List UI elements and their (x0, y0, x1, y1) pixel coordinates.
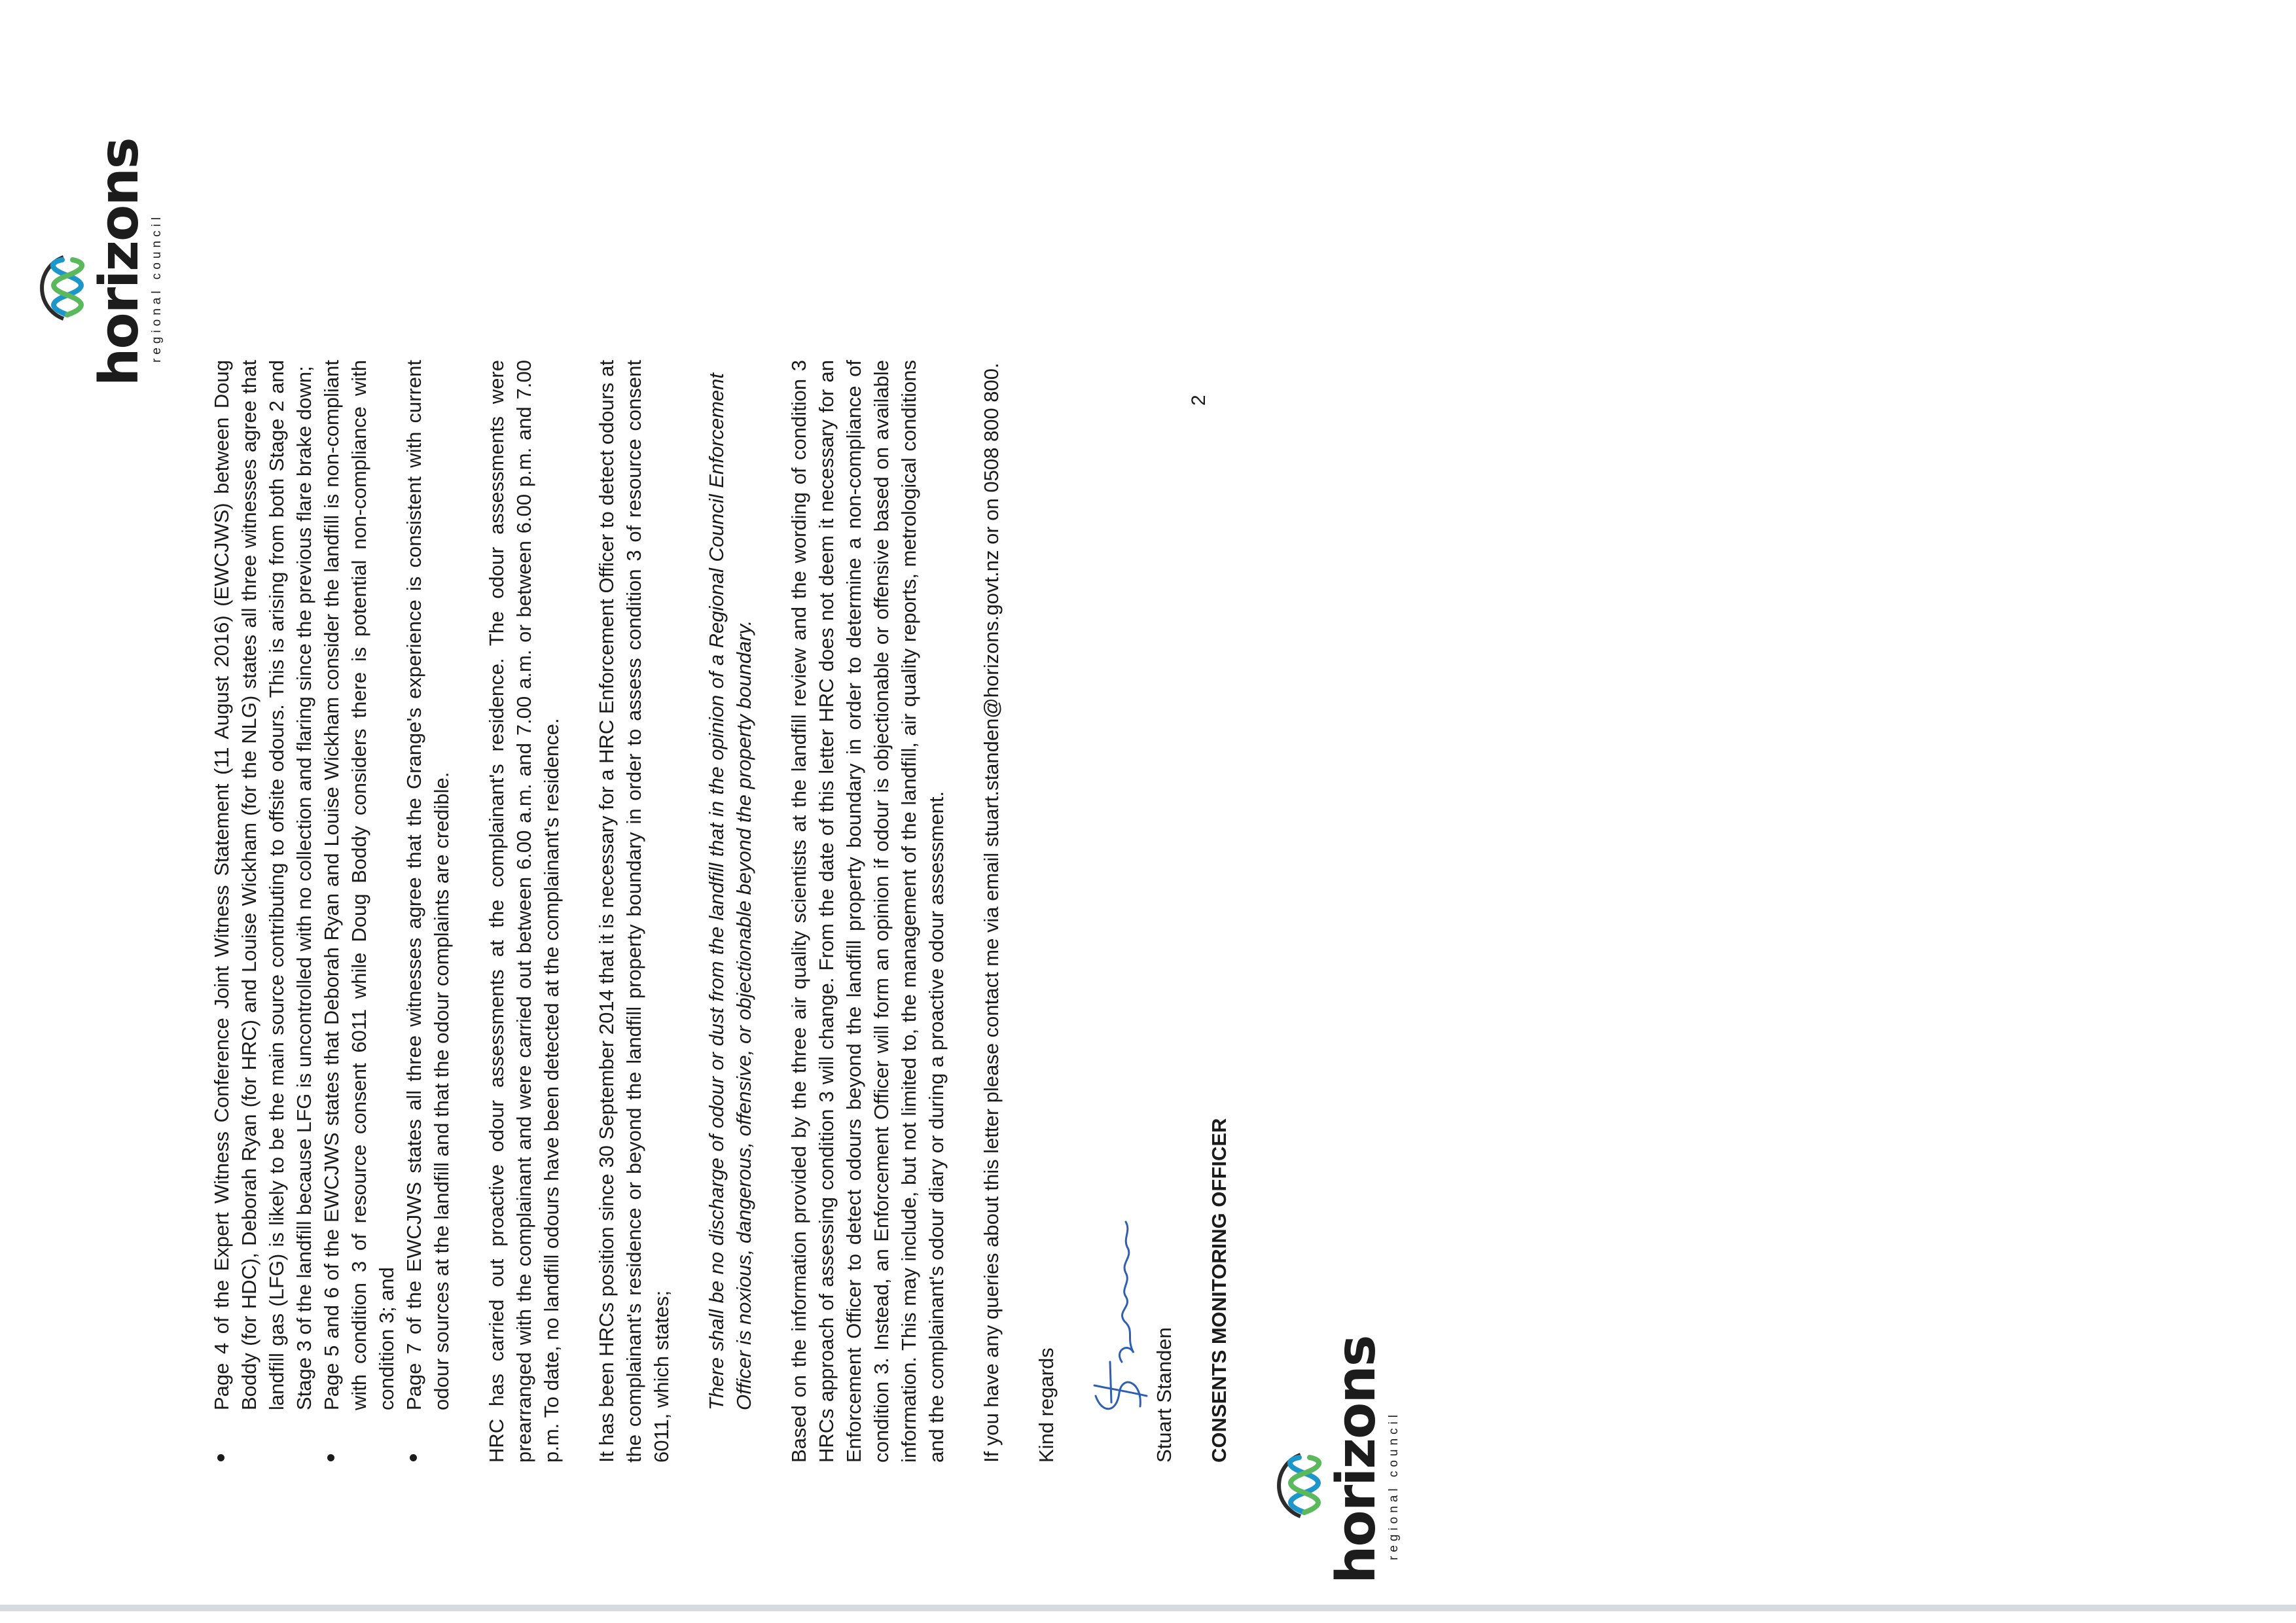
logo-wordmark: horizons (1325, 1336, 1388, 1584)
handwritten-signature-icon (1088, 1206, 1151, 1422)
logo-tagline: regional council (150, 213, 164, 363)
bullet-icon (217, 1454, 224, 1461)
signatory-title: CONSENTS MONITORING OFFICER (1208, 1118, 1230, 1463)
witness-statement-list (208, 360, 456, 1463)
list-item (208, 360, 318, 1410)
bullet-icon (327, 1454, 334, 1461)
horizons-wave-logo-icon (16, 252, 88, 324)
closing-salutation: Kind regards (1035, 1347, 1058, 1463)
hrc-position-paragraph: It has been HRCs position since 30 September 2014 that it is necessary for a HRC Enforcement Officer to detect odours at the complainant's residence or beyond the landfill property boundary in order to assess condition 3 of resource consent 6011, which states; (595, 360, 673, 1463)
bullet-icon (410, 1454, 417, 1461)
contact-paragraph: If you have any queries about this letter please contact me via email stuart.standen@horizons.govt.nz or on 0508 800 800. (980, 363, 1003, 1463)
letter-body (208, 360, 1261, 1463)
horizons-wave-logo-icon (1253, 1450, 1325, 1522)
condition-3-quote: There shall be no discharge of odour or dust from the landfill that in the opinion of a Regional Council Enforcement Officer is noxious, dangerous, offensive, or objectionable beyond the property boundary. (705, 373, 755, 1410)
list-item (318, 360, 401, 1410)
horizons-logo-bottom (1253, 1336, 1417, 1584)
list-item-text: Page 4 of the Expert Witness Conference Joint Witness Statement (11 August 2016) (EWCJWS) between Doug Boddy (for HDC), Deborah Ryan (for HRC) and Louise Wickham (for the NLG) states all three witnesses agree that landfill gas (LFG) is likely to be the main source contributing to offsite odours. This is arising from both Stage 2 and Stage 3 of the landfill because LFG is uncontrolled with no collection and flaring since the previous flare brake down; (210, 360, 315, 1410)
list-item (401, 360, 456, 1410)
horizons-logo-top (16, 138, 180, 386)
new-approach-paragraph: Based on the information provided by the three air quality scientists at the landfill review and the wording of condition 3 HRCs approach of assessing condition 3 will change. From the date of this letter HRC does not deem it necessary for an Enforcement Officer to detect odours beyond the landfill property boundary in order to determine a non-compliance of condition 3. Instead, an Enforcement Officer will form an opinion if odour is objectionable or offensive based on available information. This may include, but not limited to, the management of the landfill, air quality reports, metrological conditions and the complainant's odour diary or during a proactive odour assessment. (787, 360, 948, 1463)
signatory-name: Stuart Standen (1153, 1327, 1175, 1463)
proactive-assessment-paragraph: HRC has carried out proactive odour assessments at the complainant's residence. The odour assessments were prearranged with the complainant and were carried out between 6.00 a.m. and 7.00 a.m. or between 6.00 p.m. and 7.00 p.m. To date, no landfill odours have been detected at the complainant's residence. (485, 360, 563, 1463)
list-item-text: Page 7 of the EWCJWS states all three witnesses agree that the Grange's experience is consistent with current odour sources at the landfill and that the odour complaints are credible. (403, 360, 453, 1410)
logo-tagline: regional council (1387, 1410, 1401, 1561)
list-item-text: Page 5 and 6 of the EWCJWS states that Deborah Ryan and Louise Wickham consider the landfill is non-compliant with condition 3 of resource consent 6011 while Doug Boddy considers there is potential non-compliance with condition 3; and (320, 360, 398, 1410)
page-number: 2 (1188, 395, 1210, 406)
logo-wordmark: horizons (88, 138, 151, 386)
